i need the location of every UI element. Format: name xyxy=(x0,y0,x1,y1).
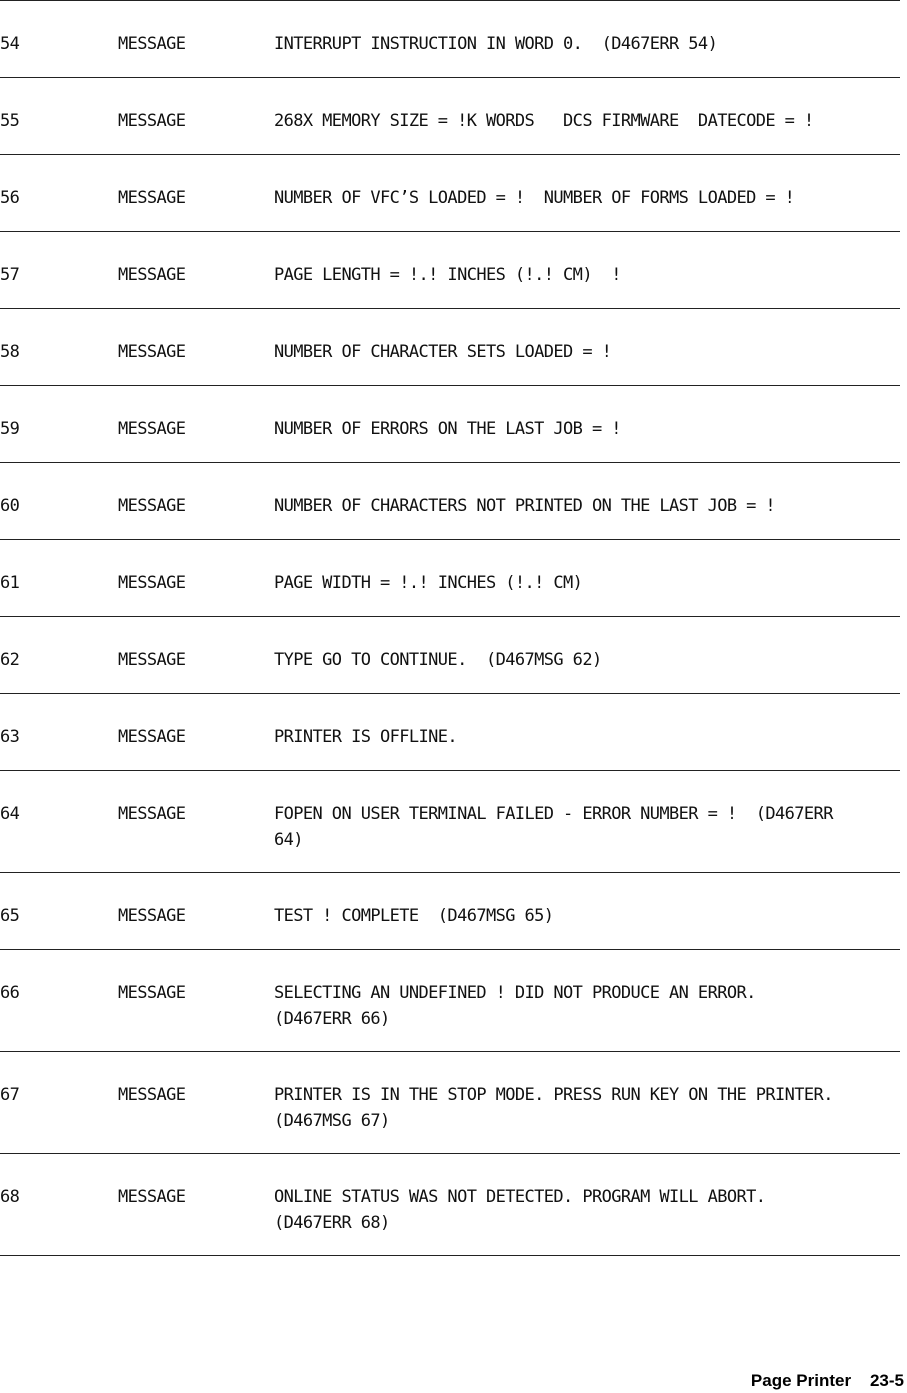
message-number: 55 xyxy=(0,111,20,131)
message-number: 58 xyxy=(0,342,20,362)
message-text: NUMBER OF ERRORS ON THE LAST JOB = ! xyxy=(274,419,621,439)
message-type: MESSAGE xyxy=(118,983,186,1003)
message-type: MESSAGE xyxy=(118,906,186,926)
table-row xyxy=(0,873,900,950)
message-number: 65 xyxy=(0,906,20,926)
table-row xyxy=(0,540,900,617)
message-number: 57 xyxy=(0,265,20,285)
message-type: MESSAGE xyxy=(118,650,186,670)
message-type: MESSAGE xyxy=(118,188,186,208)
message-number: 61 xyxy=(0,573,20,593)
table-row xyxy=(0,771,900,873)
message-text: NUMBER OF CHARACTERS NOT PRINTED ON THE LAST JOB = ! xyxy=(274,496,776,516)
table-row xyxy=(0,950,900,1052)
message-text: FOPEN ON USER TERMINAL FAILED - ERROR NUMBER = ! (D467ERR 64) xyxy=(274,804,833,850)
message-type: MESSAGE xyxy=(118,1187,186,1207)
message-type: MESSAGE xyxy=(118,342,186,362)
message-number: 66 xyxy=(0,983,20,1003)
message-type: MESSAGE xyxy=(118,1085,186,1105)
message-text: INTERRUPT INSTRUCTION IN WORD 0. (D467ERR 54) xyxy=(274,34,718,54)
message-number: 62 xyxy=(0,650,20,670)
table-row xyxy=(0,78,900,155)
message-number: 56 xyxy=(0,188,20,208)
table-row xyxy=(0,463,900,540)
message-type: MESSAGE xyxy=(118,804,186,824)
message-text: TEST ! COMPLETE (D467MSG 65) xyxy=(274,906,554,926)
message-type: MESSAGE xyxy=(118,111,186,131)
message-number: 68 xyxy=(0,1187,20,1207)
table-row xyxy=(0,155,900,232)
message-text: 268X MEMORY SIZE = !K WORDS DCS FIRMWARE DATECODE = ! xyxy=(274,111,814,131)
table-row xyxy=(0,1052,900,1154)
message-text: PAGE LENGTH = !.! INCHES (!.! CM) ! xyxy=(274,265,621,285)
table-row xyxy=(0,617,900,694)
page-number: 23-5 xyxy=(869,1371,904,1390)
message-number: 54 xyxy=(0,34,20,54)
table-row xyxy=(0,1,900,78)
message-text: NUMBER OF VFC’S LOADED = ! NUMBER OF FORMS LOADED = ! xyxy=(274,188,795,208)
message-text: SELECTING AN UNDEFINED ! DID NOT PRODUCE AN ERROR. (D467ERR 66) xyxy=(274,983,756,1029)
message-type: MESSAGE xyxy=(118,727,186,747)
footer-section-title: Page Printer xyxy=(750,1371,852,1390)
message-number: 60 xyxy=(0,496,20,516)
table-row xyxy=(0,386,900,463)
message-number: 63 xyxy=(0,727,20,747)
message-number: 64 xyxy=(0,804,20,824)
message-text: PAGE WIDTH = !.! INCHES (!.! CM) xyxy=(274,573,583,593)
message-text: PRINTER IS IN THE STOP MODE. PRESS RUN KEY ON THE PRINTER. (D467MSG 67) xyxy=(274,1085,833,1131)
message-text: PRINTER IS OFFLINE. xyxy=(274,727,458,747)
table-row xyxy=(0,309,900,386)
table-row xyxy=(0,232,900,309)
message-text: NUMBER OF CHARACTER SETS LOADED = ! xyxy=(274,342,612,362)
message-type: MESSAGE xyxy=(118,265,186,285)
message-type: MESSAGE xyxy=(118,496,186,516)
page-footer xyxy=(751,1369,904,1393)
message-number: 67 xyxy=(0,1085,20,1105)
message-type: MESSAGE xyxy=(118,34,186,54)
table-row xyxy=(0,1154,900,1256)
message-text: TYPE GO TO CONTINUE. (D467MSG 62) xyxy=(274,650,602,670)
message-type: MESSAGE xyxy=(118,419,186,439)
table-row xyxy=(0,694,900,771)
message-text: ONLINE STATUS WAS NOT DETECTED. PROGRAM WILL ABORT. (D467ERR 68) xyxy=(274,1187,766,1233)
message-type: MESSAGE xyxy=(118,573,186,593)
message-number: 59 xyxy=(0,419,20,439)
